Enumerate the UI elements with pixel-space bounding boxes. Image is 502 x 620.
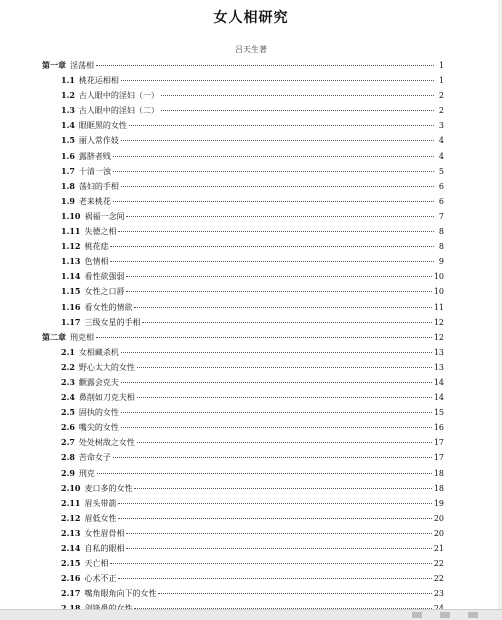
toc-entry-title: 女相藏杀机 [78, 347, 119, 357]
toc-dot-leader [137, 442, 432, 443]
toc-entry-number: 2.15 [61, 558, 81, 569]
toc-entry-number: 2.14 [61, 543, 81, 553]
toc-dot-leader [96, 65, 434, 66]
toc-dot-leader [126, 548, 431, 549]
toc-entry-number: 1.10 [61, 210, 81, 221]
toc-dot-leader [113, 171, 434, 172]
toc-page-number: 4 [438, 136, 444, 146]
toc-entry-number: 1.9 [61, 195, 75, 206]
toc-dot-leader [121, 80, 434, 81]
toc-section-entry[interactable] [42, 405, 444, 420]
toc-page-number: 6 [438, 196, 444, 206]
toc-entry-number: 2.12 [61, 512, 81, 523]
toc-dot-leader [121, 140, 434, 141]
toc-entry-title: 女性眉骨相 [84, 528, 125, 538]
toc-dot-leader [113, 156, 434, 157]
toc-dot-leader [134, 307, 431, 308]
toc-section-entry[interactable] [42, 164, 444, 179]
toc-section-entry[interactable] [42, 179, 444, 194]
toc-section-entry[interactable] [42, 526, 444, 541]
toc-entry-number: 第一章 [42, 60, 66, 70]
toc-entry-number: 2.4 [61, 392, 75, 403]
toc-page-number: 17 [433, 438, 444, 448]
toc-entry-number: 1.1 [61, 75, 75, 86]
toc-page-number: 20 [433, 513, 444, 523]
toc-page-number: 16 [433, 423, 444, 433]
toc-page-number: 14 [433, 377, 444, 387]
document-author: 吕天生著 [235, 45, 267, 54]
toc-entry-title: 眼眶黑的女性 [78, 121, 127, 131]
toc-page-number: 11 [433, 302, 444, 312]
toc-section-entry[interactable] [42, 315, 444, 330]
toc-section-entry[interactable] [42, 284, 444, 299]
toc-dot-leader [121, 382, 432, 383]
view-mode-control-icon[interactable] [468, 612, 478, 618]
toc-dot-leader [134, 488, 431, 489]
toc-dot-leader [129, 125, 434, 126]
toc-entry-title: 色情相 [84, 257, 109, 267]
toc-page-number: 3 [438, 121, 444, 131]
toc-entry-title: 固执的女性 [78, 408, 119, 418]
toc-page-number: 1 [438, 76, 444, 86]
toc-dot-leader [121, 186, 434, 187]
toc-page-number: 17 [433, 453, 444, 463]
toc-section-entry[interactable] [42, 103, 444, 118]
toc-section-entry[interactable] [42, 149, 444, 164]
toc-entry-number: 1.13 [61, 256, 81, 267]
toc-entry-number: 2.1 [61, 346, 75, 357]
toc-page-number: 19 [433, 498, 444, 508]
toc-entry-number: 1.2 [61, 90, 75, 101]
toc-entry-number: 2.6 [61, 422, 75, 433]
toc-section-entry[interactable] [42, 556, 444, 571]
toc-page-number: 22 [433, 559, 444, 569]
toc-section-entry[interactable] [42, 254, 444, 269]
toc-dot-leader [137, 397, 432, 398]
toc-page-number: 7 [438, 211, 444, 221]
toc-dot-leader [118, 578, 431, 579]
toc-section-entry[interactable] [42, 571, 444, 586]
toc-entry-title: 女性之口唇 [84, 287, 125, 297]
toc-entry-title: 刑克相 [70, 332, 94, 342]
toc-page-number: 12 [433, 332, 444, 342]
toc-entry-title: 眉头带箭 [84, 498, 117, 508]
toc-entry-number: 1.15 [61, 286, 81, 297]
document-title: 女人相研究 [213, 10, 289, 26]
toc-entry-number: 2.10 [61, 482, 81, 493]
toc-entry-number: 1.4 [61, 120, 75, 131]
toc-entry-number: 2.9 [61, 467, 75, 478]
toc-entry-number: 第二章 [42, 331, 66, 342]
toc-page-number: 15 [433, 408, 444, 418]
zoom-control-icon[interactable] [440, 612, 450, 618]
toc-page-number: 13 [433, 362, 444, 372]
toc-entry-number: 1.16 [61, 301, 81, 312]
toc-dot-leader [118, 231, 434, 232]
toc-section-entry[interactable] [42, 88, 444, 103]
toc-dot-leader [118, 518, 431, 519]
toc-dot-leader [118, 503, 431, 504]
toc-dot-leader [161, 95, 434, 96]
toc-section-entry[interactable] [42, 375, 444, 390]
toc-dot-leader [110, 246, 434, 247]
toc-page-number: 12 [433, 317, 444, 327]
toc-entry-title: 鼻削如刀克夫相 [78, 393, 135, 403]
toc-page-number: 10 [433, 272, 444, 282]
toc-entry-title: 嘴角眼角向下的女性 [84, 589, 157, 599]
toc-section-entry[interactable] [42, 194, 444, 209]
toc-dot-leader [161, 110, 434, 111]
toc-entry-number: 2.7 [61, 437, 75, 448]
viewer-bottom-toolbar [0, 609, 502, 620]
toc-dot-leader [126, 276, 431, 277]
toc-page-number: 9 [438, 257, 444, 267]
toc-entry-title: 麦口多的女性 [84, 483, 133, 493]
toc-section-entry[interactable] [42, 586, 444, 601]
toc-entry-title: 古人眼中的淫妇（二） [78, 106, 159, 116]
toc-entry-title: 古人眼中的淫妇（一） [78, 91, 159, 101]
toc-dot-leader [121, 412, 432, 413]
table-of-contents [42, 58, 444, 616]
toc-entry-number: 1.8 [61, 180, 75, 191]
toc-section-entry[interactable] [42, 118, 444, 133]
toc-page-number: 18 [433, 468, 444, 478]
toc-section-entry[interactable] [42, 239, 444, 254]
page-nav-control-icon[interactable] [412, 612, 422, 618]
toc-page-number: 13 [433, 347, 444, 357]
toc-section-entry[interactable] [42, 360, 444, 375]
toc-chapter-entry[interactable] [42, 58, 444, 73]
toc-section-entry[interactable] [42, 224, 444, 239]
toc-entry-title: 老来桃花 [78, 196, 111, 206]
toc-entry-title: 自私的眼相 [84, 544, 125, 553]
toc-entry-title: 祸福一念间 [84, 211, 125, 221]
toc-entry-title: 颧露会克夫 [78, 377, 119, 387]
toc-page-number: 5 [438, 166, 444, 176]
toc-section-entry[interactable] [42, 269, 444, 284]
toc-dot-leader [126, 216, 434, 217]
toc-page-number: 8 [438, 242, 444, 252]
toc-dot-leader [142, 322, 431, 323]
toc-entry-number: 2.3 [61, 376, 75, 387]
toc-entry-title: 桃花痣 [84, 242, 109, 252]
toc-entry-title: 荡妇的手相 [78, 181, 119, 191]
toc-section-entry[interactable] [42, 209, 444, 224]
toc-dot-leader [126, 291, 431, 292]
toc-page-number: 2 [438, 91, 444, 101]
toc-section-entry[interactable] [42, 450, 444, 465]
toc-page-number: 10 [433, 287, 444, 297]
toc-entry-number: 1.14 [61, 271, 81, 282]
toc-dot-leader [121, 427, 432, 428]
toc-dot-leader [113, 201, 434, 202]
toc-section-entry[interactable] [42, 300, 444, 315]
toc-section-entry[interactable] [42, 466, 444, 481]
toc-entry-title: 看性欲强弱 [84, 272, 125, 282]
toc-dot-leader [126, 533, 431, 534]
vertical-scrollbar[interactable] [498, 0, 502, 620]
toc-dot-leader [110, 261, 434, 262]
toc-entry-number: 1.12 [61, 241, 81, 252]
toc-entry-number: 1.5 [61, 135, 75, 146]
toc-section-entry[interactable] [42, 481, 444, 496]
toc-entry-title: 桃花运相相 [78, 76, 119, 86]
toc-chapter-entry[interactable] [42, 330, 444, 345]
toc-entry-number: 2.17 [61, 588, 81, 599]
toc-entry-title: 天亡相 [84, 559, 109, 569]
toc-entry-number: 1.6 [61, 150, 75, 161]
toc-entry-number: 1.11 [61, 226, 81, 237]
toc-page-number: 2 [438, 106, 444, 116]
toc-dot-leader [137, 367, 432, 368]
toc-entry-number: 2.5 [61, 407, 75, 418]
toc-entry-title: 看女性的情欲 [84, 302, 133, 312]
toc-entry-number: 2.2 [61, 361, 75, 372]
toc-entry-number: 2.11 [61, 497, 81, 508]
toc-page-number: 18 [433, 483, 444, 493]
toc-entry-title: 淫荡相 [70, 61, 94, 70]
toc-section-entry[interactable] [42, 73, 444, 88]
toc-section-entry[interactable] [42, 345, 444, 360]
toc-section-entry[interactable] [42, 541, 444, 556]
toc-dot-leader [97, 473, 432, 474]
toc-entry-title: 苦命女子 [78, 453, 111, 463]
toc-dot-leader [113, 457, 432, 458]
toc-entry-number: 1.17 [61, 316, 81, 327]
toc-section-entry[interactable] [42, 420, 444, 435]
toc-entry-title: 刑克 [78, 468, 95, 478]
toc-entry-number: 2.16 [61, 573, 81, 584]
toc-entry-title: 眉低女性 [84, 513, 117, 523]
toc-entry-title: 野心太大的女性 [78, 362, 135, 372]
toc-section-entry[interactable] [42, 511, 444, 526]
toc-page-number: 21 [433, 544, 444, 553]
toc-page-number: 14 [433, 393, 444, 403]
toc-entry-title: 三级女星的手相 [84, 317, 141, 327]
toc-dot-leader [121, 352, 432, 353]
toc-dot-leader [110, 563, 431, 564]
toc-entry-number: 1.3 [61, 105, 75, 116]
toc-entry-title: 嘴尖的女性 [78, 423, 119, 433]
toc-section-entry[interactable] [42, 133, 444, 148]
toc-entry-number: 1.7 [61, 165, 75, 176]
toc-page-number: 20 [433, 528, 444, 538]
toc-section-entry[interactable] [42, 496, 444, 511]
toc-page-number: 8 [438, 227, 444, 237]
toc-page-number: 22 [433, 574, 444, 584]
toc-entry-number: 2.8 [61, 452, 75, 463]
toc-entry-title: 十清一浊 [78, 166, 111, 176]
toc-page-number: 4 [438, 151, 444, 161]
toc-entry-title: 露脐者贱 [78, 151, 111, 161]
toc-entry-title: 失德之相 [84, 227, 117, 237]
toc-entry-title: 丽人常作妓 [78, 136, 119, 146]
toc-dot-leader [158, 593, 431, 594]
toc-section-entry[interactable] [42, 390, 444, 405]
toc-page-number: 1 [438, 61, 444, 70]
toc-entry-title: 心术不正 [84, 574, 117, 584]
toc-page-number: 6 [438, 181, 444, 191]
toc-section-entry[interactable] [42, 435, 444, 450]
toc-dot-leader [96, 337, 432, 338]
toc-page-number: 23 [433, 589, 444, 599]
toc-entry-title: 处处树敌之女性 [78, 438, 135, 448]
toc-entry-number: 2.13 [61, 527, 81, 538]
